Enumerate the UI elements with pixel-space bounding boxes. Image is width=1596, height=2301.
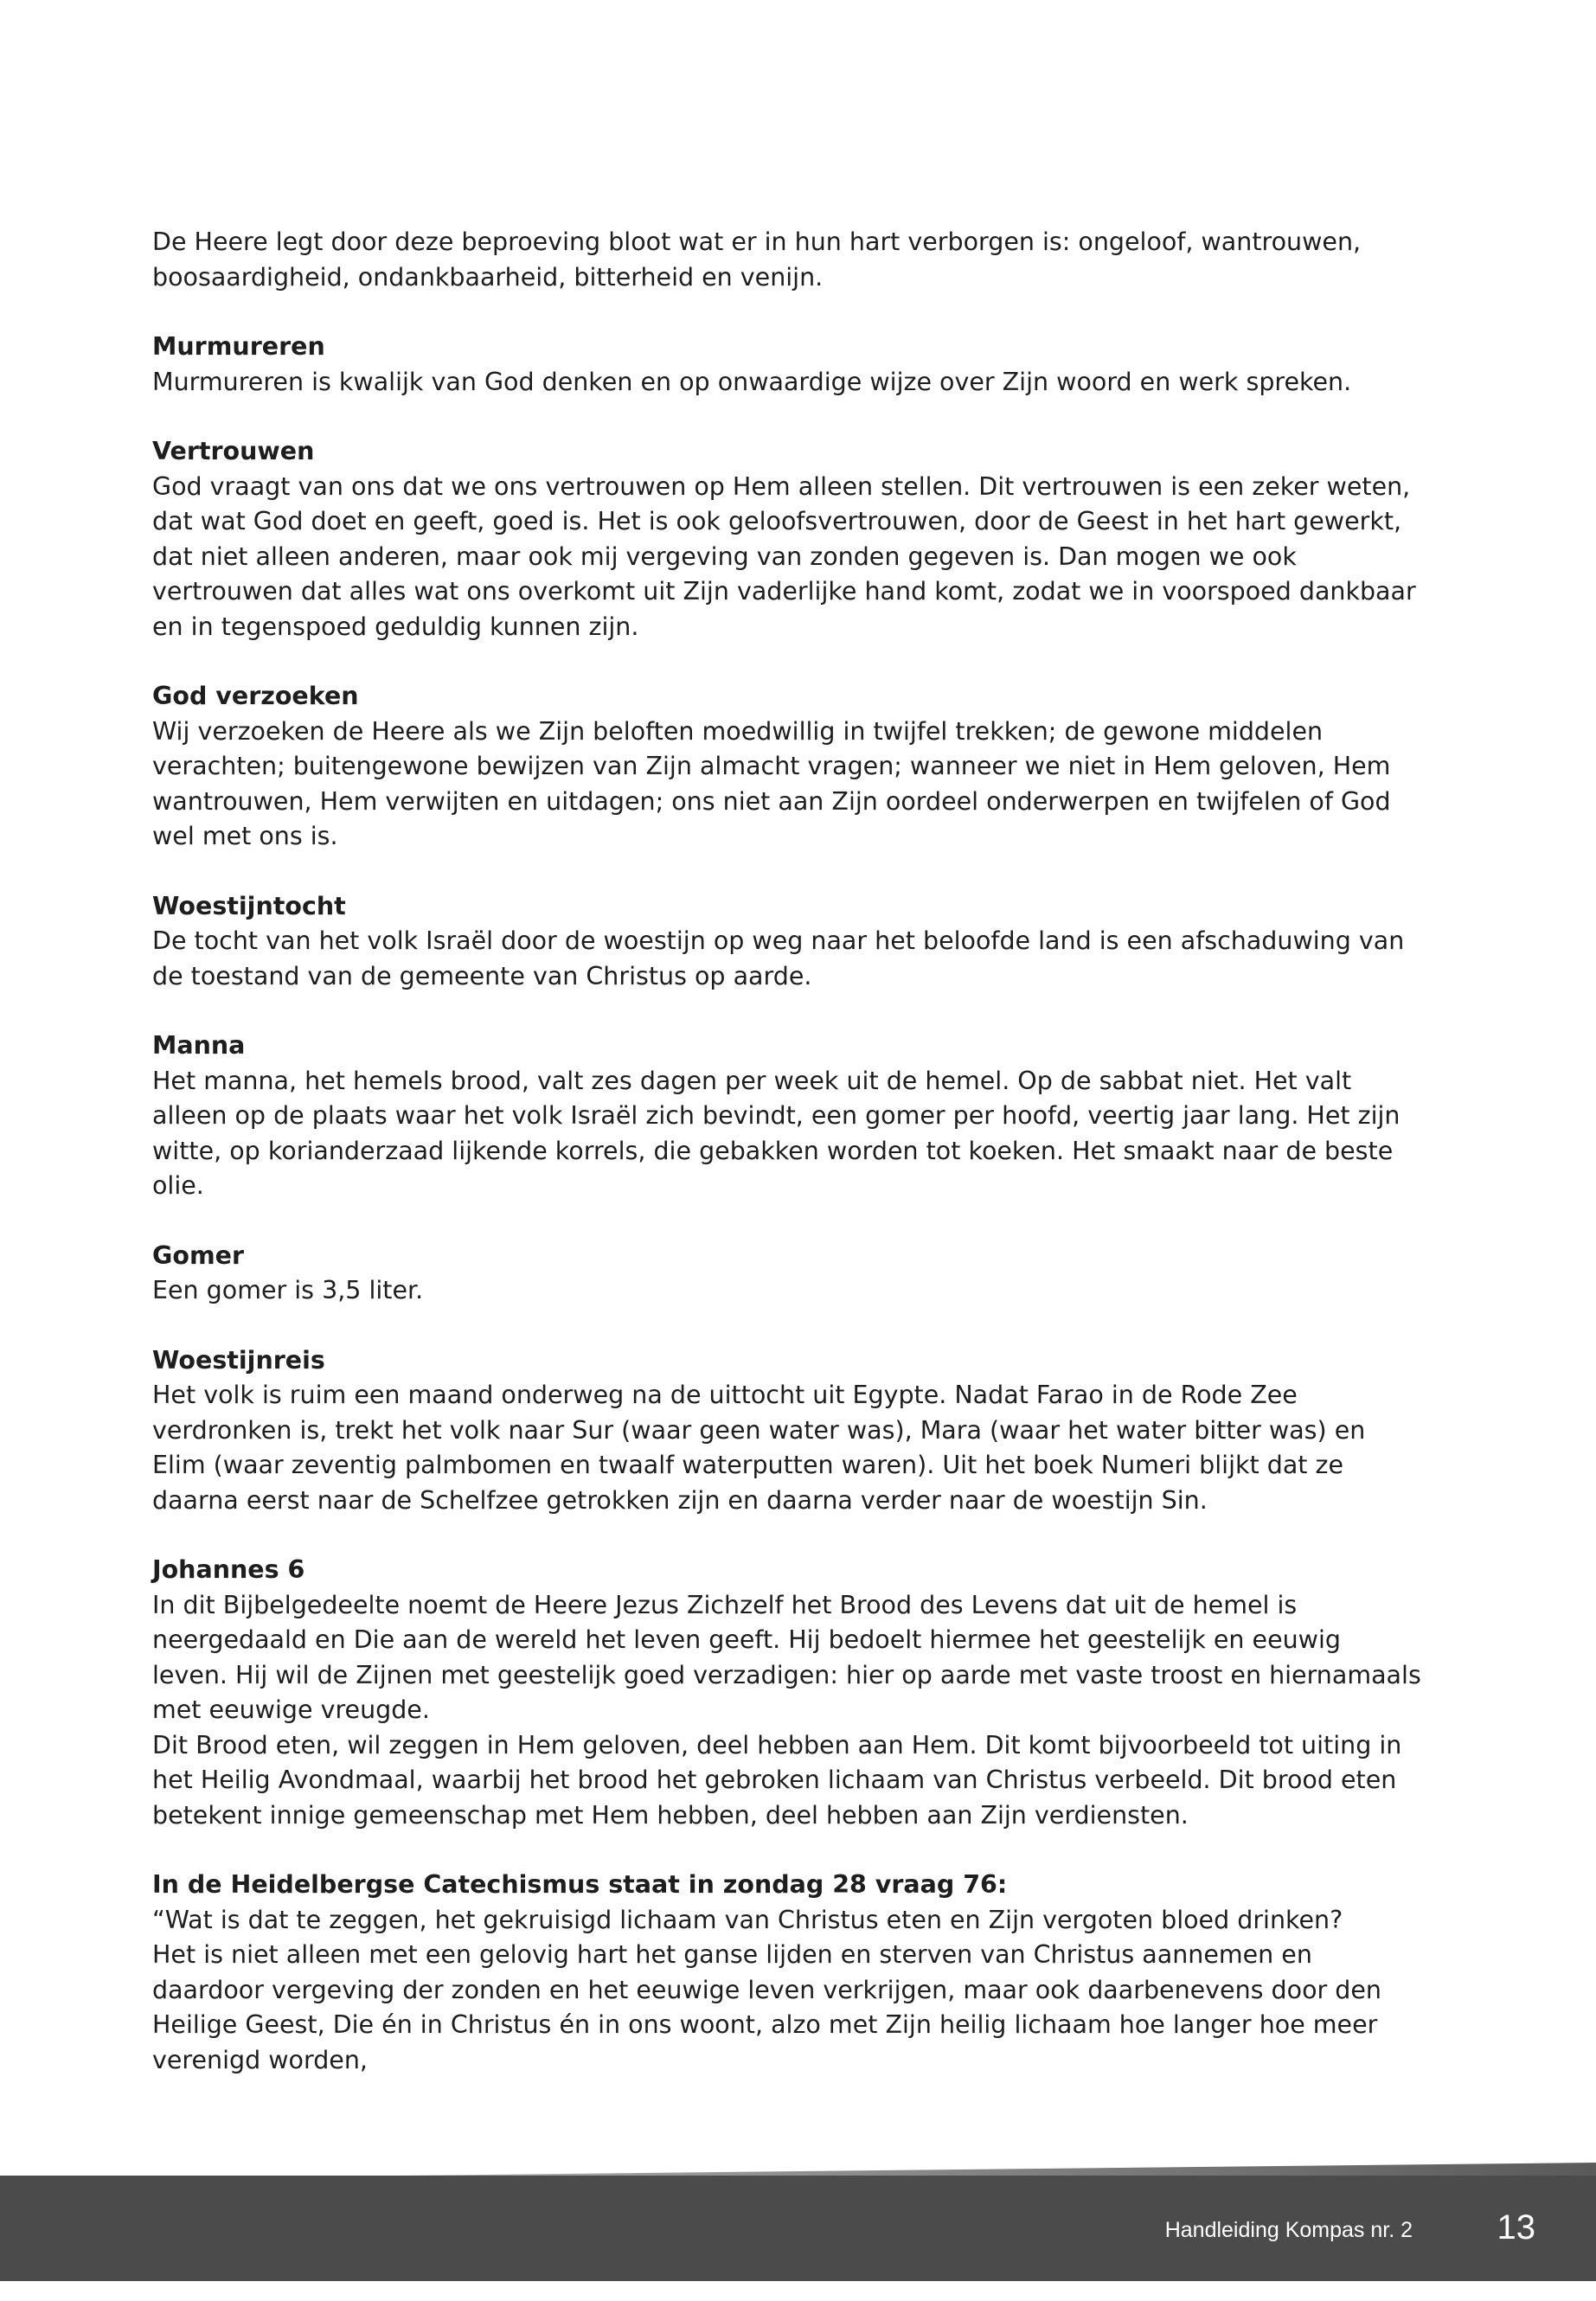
section-woestijnreis [152,1343,1424,1519]
section-paragraph: Murmureren is kwalijk van God denken en op onwaardige wijze over Zijn woord en werk spreken. [152,367,1352,396]
section-heading: Johannes 6 [152,1555,305,1584]
section-paragraph: De tocht van het volk Israël door de woestijn op weg naar het beloofde land is een afschaduwing van de toestand van de gemeente van Christus op aarde. [152,926,1405,990]
section-johannes-6 [152,1553,1424,1833]
section-gomer [152,1239,1424,1309]
section-paragraph: Het manna, het hemels brood, valt zes dagen per week uit de hemel. Op de sabbat niet. Het valt alleen op de plaats waar het volk Israël zich bevindt, een gomer per hoofd, veertig jaar lang. Het zijn witte, op korianderzaad lijkende korrels, die gebakken worden tot koeken. Het smaakt naar de beste olie. [152,1066,1401,1200]
section-murmureren [152,330,1424,400]
quote-question: “Wat is dat te zeggen, het gekruisigd lichaam van Christus eten en Zijn vergoten bloed drinken? [152,1905,1343,1934]
footer-title: Handleiding Kompas nr. 2 [1164,2218,1413,2242]
intro-paragraph: De Heere legt door deze beproeving bloot wat er in hun hart verborgen is: ongeloof, wantrouwen, boosaardigheid, ondankbaarheid, bitterheid en venijn. [152,228,1362,292]
section-heading: Murmureren [152,332,325,361]
section-heading: Gomer [152,1240,245,1270]
section-manna [152,1029,1424,1204]
section-paragraph: Een gomer is 3,5 liter. [152,1276,424,1304]
section-heading: Vertrouwen [152,437,315,465]
quote-answer: Het is niet alleen met een gelovig hart het ganse lijden en sterven van Christus aannemen en daardoor vergeving der zonden en het eeuwige leven verkrijgen, maar ook daarbenevens door den Heilige Geest, Die én in Christus én in ons woont, alzo met Zijn heilig lichaam hoe langer hoe meer verenigd worden, [152,1940,1381,2074]
section-vertrouwen [152,434,1424,644]
section-paragraph: Wij verzoeken de Heere als we Zijn beloften moedwillig in twijfel trekken; de gewone middelen verachten; buitengewone bewijzen van Zijn almacht vragen; wanneer we niet in Hem geloven, Hem wantrouwen, Hem verwijten en uitdagen; ons niet aan Zijn oordeel onderwerpen en twijfelen of God wel met ons is. [152,716,1391,850]
document-body [152,225,1424,2112]
section-heading: Woestijntocht [152,891,346,920]
section-heidelbergse-catechismus [152,1868,1424,2078]
section-paragraph: God vraagt van ons dat we ons vertrouwen op Hem alleen stellen. Dit vertrouwen is een zeker weten, dat wat God doet en geeft, goed is. Het is ook geloofsvertrouwen, door de Geest in het hart gewerkt, dat niet alleen anderen, maar ook mij vergeving van zonden gegeven is. Dan mogen we ook vertrouwen dat alles wat ons overkomt uit Zijn vaderlijke hand komt, zodat we in voorspoed dankbaar en in tegenspoed geduldig kunnen zijn. [152,471,1416,641]
section-heading: Woestijnreis [152,1345,325,1375]
section-paragraph: Het volk is ruim een maand onderweg na de uittocht uit Egypte. Nadat Farao in de Rode Zee verdronken is, trekt het volk naar Sur (waar geen water was), Mara (waar het water bitter was) en Elim (waar zeventig palmbomen en twaalf waterputten waren). Uit het boek Numeri blijkt dat ze daarna eerst naar de Schelfzee getrokken zijn en daarna verder naar de woestijn Sin. [152,1381,1366,1515]
section-god-verzoeken [152,679,1424,855]
section-woestijntocht [152,889,1424,995]
section-heading: In de Heidelbergse Catechismus staat in zondag 28 vraag 76: [152,1870,1008,1899]
section-paragraph: Dit Brood eten, wil zeggen in Hem geloven, deel hebben aan Hem. Dit komt bijvoorbeeld tot uiting in het Heilig Avondmaal, waarbij het brood het gebroken lichaam van Christus verbeeld. Dit brood eten betekent innige gemeenschap met Hem hebben, deel hebben aan Zijn verdiensten. [152,1730,1402,1830]
page-number: 13 [1497,2208,1535,2247]
section-heading: God verzoeken [152,682,359,710]
section-heading: Manna [152,1031,246,1060]
section-paragraph: In dit Bijbelgedeelte noemt de Heere Jezus Zichzelf het Brood des Levens dat uit de hemel is neergedaald en Die aan de wereld het leven geeft. Hij bedoelt hiermee het geestelijk en eeuwig leven. Hij wil de Zijnen met geestelijk goed verzadigen: hier op aarde met vaste troost en hiernamaals met eeuwige vreugde. [152,1590,1421,1724]
